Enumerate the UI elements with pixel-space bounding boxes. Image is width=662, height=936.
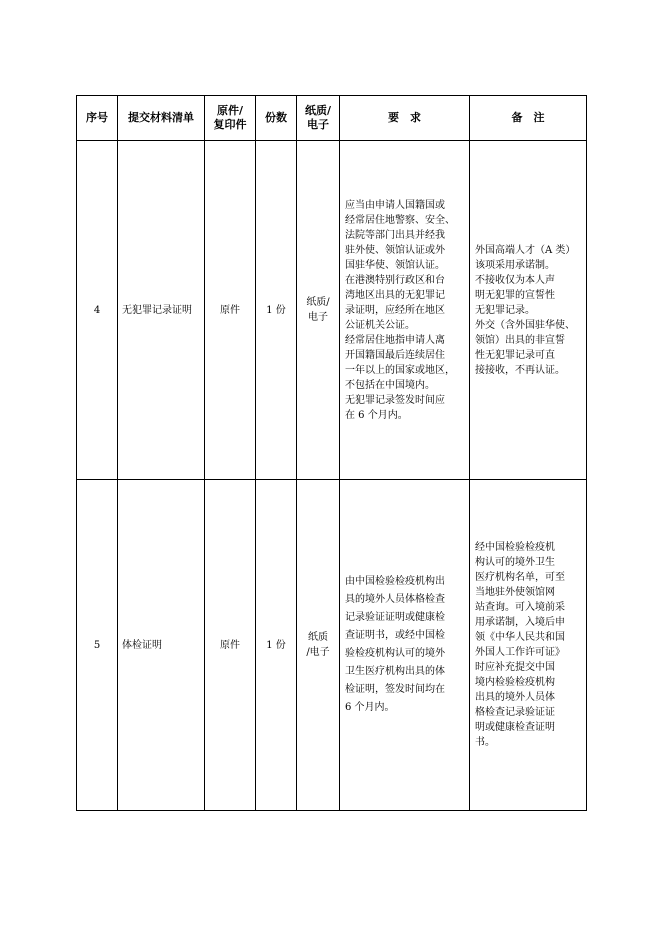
cell-notes: 经中国检验检疫机 构认可的境外卫生 医疗机构名单，可至 当地驻外使领馆网 站查询。可入境前采 用承诺制，入境后申 领《中华人民共和国 外国人工作许可证》 时应补充提交中国 境内检验检疫机构 出具的境外人员体 格检查记录验证证 明或健康检查证明 书。 [470, 480, 587, 811]
cell-requirements: 应当由申请人国籍国或 经常居住地警察、安全、 法院等部门出具并经我 驻外使、领馆认证或外 国驻华使、领馆认证。 在港澳特别行政区和台 湾地区出具的无犯罪记 录证明，应经所在地区 公证机关公证。 经常居住地指申请人离 开国籍国最后连续居住 一年以上的国家或地区， 不包括在中国境内。 无犯罪记录签发时间应 在 6 个月内。 [340, 141, 470, 480]
cell-requirements: 由中国检验检疫机构出 具的境外人员体格检查 记录验证证明或健康检 查证明书，或经中国检 验检疫机构认可的境外 卫生医疗机构出具的体 检证明，签发时间均在 6 个月内。 [340, 480, 470, 811]
header-row [77, 96, 587, 141]
cell-seq: 5 [77, 480, 118, 811]
header-medium: 纸质/ 电子 [297, 96, 340, 141]
cell-copies: 1 份 [256, 141, 297, 480]
header-copies: 份数 [256, 96, 297, 141]
table-row [77, 141, 587, 480]
cell-seq: 4 [77, 141, 118, 480]
header-list: 提交材料清单 [118, 96, 205, 141]
cell-copies: 1 份 [256, 480, 297, 811]
header-original-copy: 原件/ 复印件 [205, 96, 256, 141]
cell-medium: 纸质/ 电子 [297, 141, 340, 480]
cell-name: 体检证明 [118, 480, 205, 811]
table-row [77, 480, 587, 811]
cell-original: 原件 [205, 141, 256, 480]
header-requirements: 要 求 [340, 96, 470, 141]
cell-original: 原件 [205, 480, 256, 811]
materials-table [76, 95, 587, 811]
cell-notes: 外国高端人才（A 类） 该项采用承诺制。 不接收仅为本人声 明无犯罪的宣誓性 无犯罪记录。 外交（含外国驻华使、 领馆）出具的非宣誓 性无犯罪记录可直 接接收，不再认证。 [470, 141, 587, 480]
cell-name: 无犯罪记录证明 [118, 141, 205, 480]
header-notes: 备 注 [470, 96, 587, 141]
cell-medium: 纸质 /电子 [297, 480, 340, 811]
header-seq: 序号 [77, 96, 118, 141]
